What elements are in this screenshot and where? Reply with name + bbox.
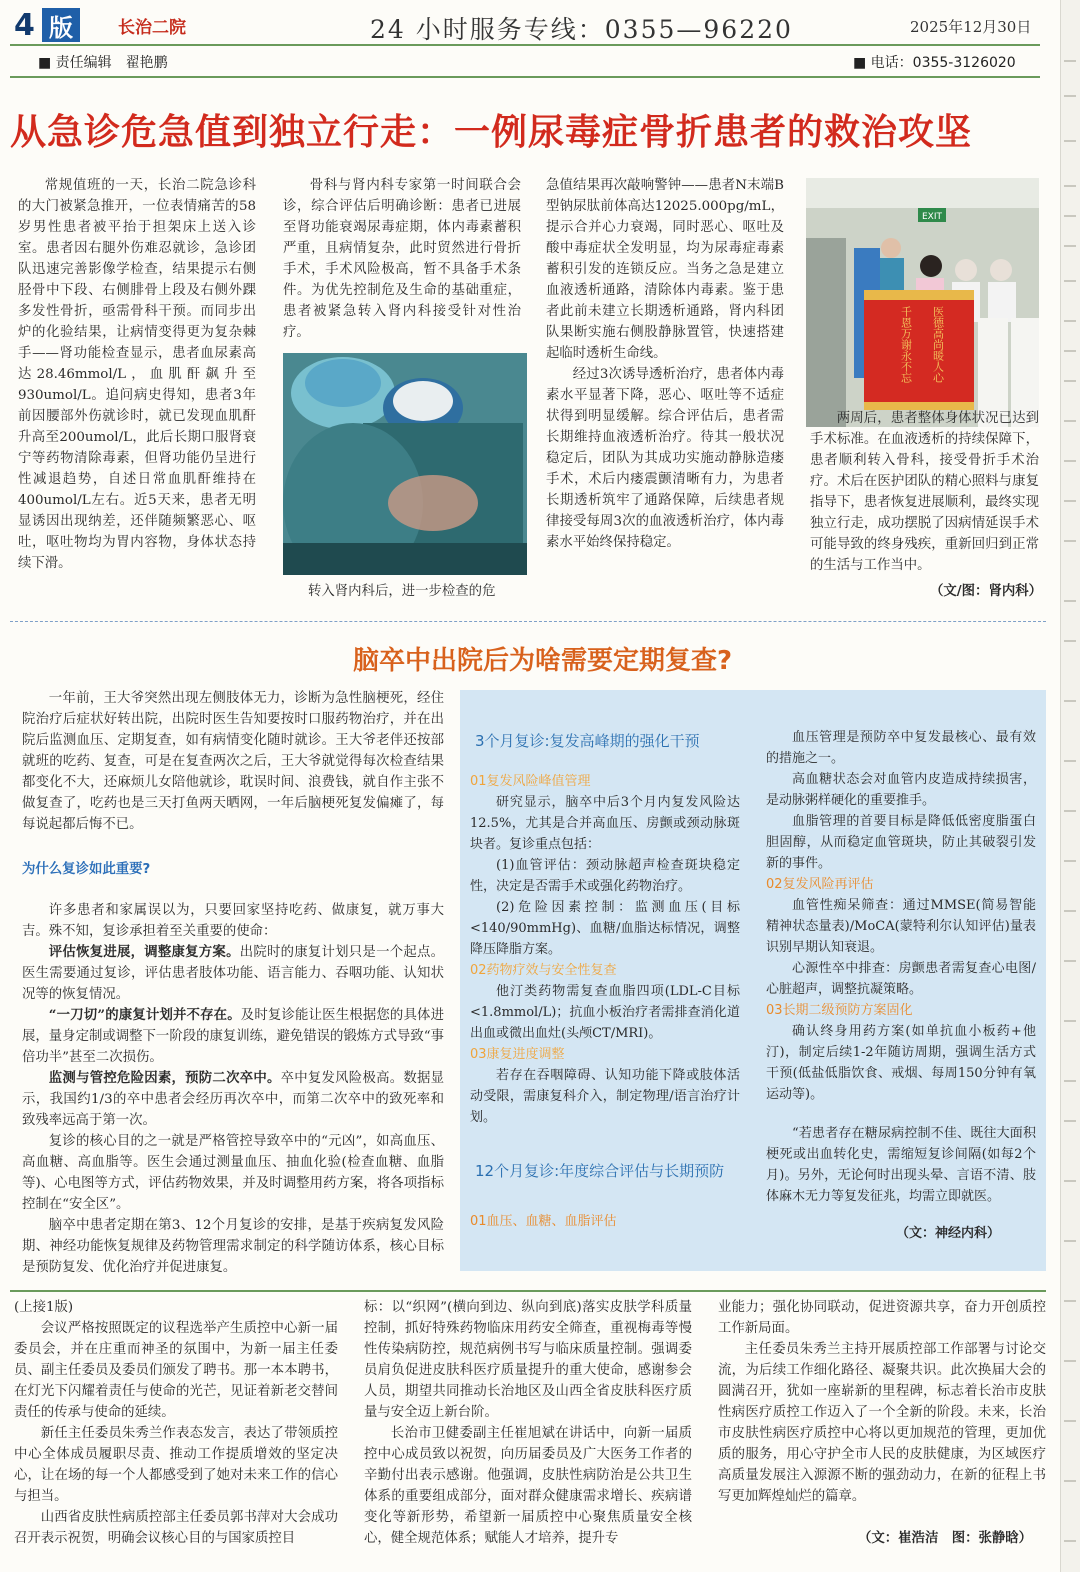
adjacent-page-mark bbox=[1064, 700, 1076, 702]
paragraph: 山西省皮肤性病质控部主任委员郭书萍对大会成功召开表示祝贺，明确会议核心目的与国家质控目 bbox=[14, 1510, 338, 1546]
box-subheading: 01复发风险峰值管理 bbox=[470, 774, 591, 789]
adjacent-page-mark bbox=[1064, 215, 1076, 217]
adjacent-page-mark bbox=[1064, 460, 1076, 462]
paragraph: 心源性卒中排查：房颤患者需复查心电图/心脏超声，调整抗凝策略。 bbox=[766, 961, 1036, 997]
surgery-photo bbox=[283, 353, 527, 575]
paragraph: 血管性痴呆筛查：通过MMSE(简易智能精神状态量表)/MoCA(蒙特利尔认知评估)量表识别早期认知衰退。 bbox=[766, 898, 1036, 955]
paragraph: 新任主任委员朱秀兰作表态发言，表达了带领质控中心全体成员履职尽责、推动工作提质增效的坚定决心，让在场的每一个人都感受到了她对未来工作的信心与担当。 bbox=[14, 1426, 338, 1504]
box-subheading: 03康复进度调整 bbox=[470, 1047, 565, 1062]
adjacent-page-mark bbox=[1064, 1120, 1076, 1122]
page-number: 4 bbox=[14, 8, 35, 43]
adjacent-page-mark bbox=[1064, 540, 1076, 542]
paragraph: 脑卒中患者定期在第3、12个月复诊的安排，是基于疾病复发风险期、神经功能恢复规律及药物管理需求制定的科学随访体系，核心目标是预防复发、优化治疗并促进康复。 bbox=[22, 1218, 444, 1275]
paragraph: 血脂管理的首要目标是降低低密度脂蛋白胆固醇，从而稳定血管斑块，防止其破裂引发新的事件。 bbox=[766, 814, 1036, 871]
surgery-illustration bbox=[283, 353, 527, 575]
paragraph: 高血糖状态会对血管内皮造成持续损害，是动脉粥样硬化的重要推手。 bbox=[766, 772, 1036, 808]
group-photo bbox=[806, 178, 1039, 427]
paragraph: 常规值班的一天，长治二院急诊科的大门被紧急推开，一位表情痛苦的58岁男性患者被平抬于担架床上送入诊室。患者因右腿外伤难忍就诊，急诊团队迅速完善影像学检查，结果提示右侧胫骨中下段、右侧腓骨上段及右侧外踝多发性骨折，亟需骨科干预。而同步出炉的化验结果，让病情变得更为复杂棘手——肾功能检查显示，患者血尿素高达28.46mmol/L，血肌酐飙升至930umol/L。追问病史得知，患者3年前因腰部外伤就诊时，就已发现血肌酐升高至200umol/L，此后长期口服肾衰宁等药物清除毒素，但肾功能仍呈进行性减退趋势，自述日常血肌酐维持在400umol/L左右。近5天来，患者无明显诱因出现纳差，还伴随频繁恶心、呕吐，呕吐物均为胃内容物，身体状态持续下滑。 bbox=[18, 178, 256, 571]
adjacent-page-mark bbox=[1064, 280, 1076, 282]
paragraph: 研究显示，脑卒中后3个月内复发风险达12.5%，尤其是合并高血压、房颤或颈动脉斑块者。复诊重点包括： bbox=[470, 795, 740, 852]
paragraph: 主任委员朱秀兰主持开展质控部工作部署与讨论交流，为后续工作细化路径、凝聚共识。此次换届大会的圆满召开，犹如一座崭新的里程碑，标志着长治市皮肤性病医疗质控工作迈入了一个全新的阶段。未来，长治市皮肤性病医疗质控中心将以更加规范的管理，更加优质的服务，用心守护全市人民的皮肤健康，为区域医疗高质量发展注入源源不断的强劲动力，在新的征程上书写更加辉煌灿烂的篇章。 bbox=[718, 1342, 1046, 1504]
adjacent-page-mark bbox=[1064, 1240, 1076, 1242]
paragraph: (2)危险因素控制：监测血压(目标<140/90mmHg)、血糖/血脂达标情况，调整降压降脂方案。 bbox=[470, 900, 740, 957]
paragraph: 急值结果再次敲响警钟——患者N末端B型钠尿肽前体高达12025.000pg/mL，提示合并心力衰竭，同时恶心、呕吐及酸中毒症状全发明显，均为尿毒症毒素蓄积引发的连锁反应。当务之急是建立血液透析通路，清除体内毒素。鉴于患者此前未建立长期透析通路，肾内科团队果断实施右侧股静脉置管，快速搭建起临时透析生命线。 bbox=[546, 178, 784, 361]
paragraph: 监测与管控危险因素，预防二次卒中。卒中复发风险极高。数据显示，我国约1/3的卒中患者会经历再次卒中，而第二次卒中的致死率和致残率远高于第一次。 bbox=[22, 1070, 445, 1128]
paragraph: 两周后，患者整体身体状况已达到手术标准。在血液透析的持续保障下，患者顺利转入骨科，接受骨折手术治疗。术后在医护团队的精心照料与康复指导下，患者恢复进展顺利，最终实现独立行走，成功摆脱了因病情延误手术可能导致的终身残疾，重新回归到正常的生活与工作当中。 bbox=[810, 411, 1039, 573]
paragraph: 一年前，王大爷突然出现左侧肢体无力，诊断为急性脑梗死，经住院治疗后症状好转出院，出院时医生告知要按时口服药物治疗，并在出院后监测血压、定期复查，如有病情变化随时就诊。王大爷老伴还按部就班的吃药、复查，可是在复查两次之后，王大爷就觉得每次检查结果都变化不大，还麻烦儿女陪他就诊，耽误时间、浪费钱，就自作主张不做复查了，吃药也是三天打鱼两天晒网，一年后脑梗死复发偏瘫了，每每说起都后悔不已。 bbox=[22, 691, 444, 832]
adjacent-page-mark bbox=[1064, 185, 1076, 187]
article1-col1 bbox=[18, 175, 256, 574]
adjacent-page-mark bbox=[1064, 500, 1076, 502]
adjacent-page-mark bbox=[1064, 380, 1076, 382]
paper-name: 长治二院 bbox=[118, 18, 186, 38]
adjacent-page-mark bbox=[1064, 1300, 1076, 1302]
paragraph: 经过3次诱导透析治疗，患者体内毒素水平显著下降，恶心、呕吐等不适症状得到明显缓解。综合评估后，患者需长期维持血液透析治疗。待其一般状况稳定后，团队为其成功实施动静脉造瘘手术，术后内瘘震颤清晰有力，为患者长期透析筑牢了通路保障，后续患者规律接受每周3次的血液透析治疗，体内毒素水平始终保持稳定。 bbox=[546, 367, 784, 550]
banner-text-left: 千恩万谢永不忘 bbox=[899, 306, 913, 383]
paragraph: (1)血管评估：颈动脉超声检查斑块稳定性，决定是否需手术或强化药物治疗。 bbox=[470, 858, 740, 894]
adjacent-page-mark bbox=[1064, 420, 1076, 422]
article3-col3 bbox=[718, 1297, 1046, 1507]
bold-lead: “一刀切”的康复计划并不存在。 bbox=[48, 1007, 241, 1023]
paragraph: 确认终身用药方案(如单抗血小板药+他汀)，制定后续1-2年随访周期，强调生活方式干预(低盐低脂饮食、戒烟、每周150分钟有氧运动等)。 bbox=[766, 1024, 1036, 1102]
header-rule bbox=[10, 44, 1040, 46]
adjacent-page-mark bbox=[1064, 350, 1076, 352]
subheader-rule bbox=[10, 76, 1040, 78]
adjacent-page-mark bbox=[1064, 640, 1076, 642]
paragraph: 血压管理是预防卒中复发最核心、最有效的措施之一。 bbox=[766, 730, 1036, 766]
adjacent-page-mark bbox=[1064, 320, 1076, 322]
adjacent-page-mark bbox=[1064, 1020, 1076, 1022]
article2-body bbox=[22, 900, 444, 1278]
box-subheading: 03长期二级预防方案固化 bbox=[766, 1003, 913, 1018]
article1-title: 从急诊危急值到独立行走：一例尿毒症骨折患者的救治攻坚 bbox=[10, 112, 973, 153]
article3-col1 bbox=[14, 1297, 338, 1549]
box-subheading: 02复发风险再评估 bbox=[766, 877, 874, 892]
paragraph: 若存在吞咽障碍、认知功能下降或肢体活动受限，需康复科介入，制定物理/语言治疗计划。 bbox=[470, 1068, 740, 1125]
article1-col3 bbox=[546, 175, 784, 553]
box-subheading: 02药物疗效与安全性复查 bbox=[470, 963, 617, 978]
paragraph: 许多患者和家属误以为，只要回家坚持吃药、做康复，就万事大吉。殊不知，复诊承担着至关重要的使命： bbox=[22, 903, 444, 939]
exit-sign: EXIT bbox=[921, 212, 943, 222]
box-heading-12month: 12个月复诊:年度综合评估与长期预防 bbox=[475, 1162, 725, 1180]
surgery-caption: 转入肾内科后，进一步检查的危 bbox=[308, 584, 496, 599]
issue-date: 2025年12月30日 bbox=[910, 18, 1032, 36]
adjacent-page-mark bbox=[1064, 1540, 1076, 1542]
adjacent-page-mark bbox=[1064, 1180, 1076, 1182]
paragraph: “一刀切”的康复计划并不存在。及时复诊能让医生根据您的具体进展，量身定制或调整下一阶段的康复训练，避免错误的锻炼方式导致“事倍功半”甚至二次损伤。 bbox=[22, 1007, 445, 1065]
paragraph: 骨科与肾内科专家第一时间联合会诊，综合评估后明确诊断：患者已进展至肾功能衰竭尿毒症期，体内毒素蓄积严重，且病情复杂，此时贸然进行骨折手术，手术风险极高，暂不具备手术条件。为优先控制危及生命的基础重症，患者被紧急转入肾内科接受针对性治疗。 bbox=[283, 178, 521, 340]
adjacent-page-mark bbox=[1064, 910, 1076, 912]
article2-title: 脑卒中出院后为啥需要定期复查? bbox=[353, 646, 733, 676]
paragraph: 标：以“织网”(横向到边、纵向到底)落实皮肤学科质量控制，抓好特殊药物临床用药安全筛查，重视梅毒等慢性传染病防控，规范病例书写与临床质量控制。强调委员肩负促进皮肤科医疗质量提升的重大使命，感谢参会人员，期望共同推动长治地区及山西全省皮肤科医疗质量与安全迈上新台阶。 bbox=[364, 1300, 692, 1420]
bold-lead: 监测与管控危险因素，预防二次卒中。 bbox=[48, 1070, 281, 1086]
article3-byline: （文：崔浩洁 图：张静晗） bbox=[858, 1531, 1033, 1546]
continuation-label: (上接1版) bbox=[14, 1300, 74, 1315]
paragraph: 会议严格按照既定的议程选举产生质控中心新一届委员会，并在庄重而神圣的氛围中，为新一届主任委员、副主任委员及委员们颁发了聘书。那一本本聘书，在灯光下闪耀着责任与使命的光芒，见证着新老交替间责任的传承与使命的延续。 bbox=[14, 1321, 338, 1420]
article2-byline: （文：神经内科） bbox=[896, 1226, 1001, 1241]
group-illustration bbox=[806, 178, 1039, 427]
box-heading-3month: 3个月复诊:复发高峰期的强化干预 bbox=[475, 732, 700, 750]
adjacent-page-mark bbox=[1064, 60, 1076, 62]
adjacent-page-mark bbox=[1064, 95, 1076, 97]
article2-intro bbox=[22, 688, 444, 835]
adjacent-page-mark bbox=[1064, 600, 1076, 602]
article3-col2 bbox=[364, 1297, 692, 1549]
paragraph: “若患者存在糖尿病控制不佳、既往大面积梗死或出血转化史，需缩短复诊间隔(如每2个月)。另外，无论何时出现头晕、言语不清、肢体麻木无力等复发征兆，均需立即就医。 bbox=[766, 1126, 1036, 1204]
adjacent-page-mark bbox=[1064, 1480, 1076, 1482]
paragraph: 评估恢复进展，调整康复方案。出院时的康复计划只是一个起点。医生需要通过复诊，评估患者肢体功能、语言能力、吞咽功能、认知状况等的恢复情况。 bbox=[22, 944, 444, 1002]
service-hotline: 24 小时服务专线：0355—96220 bbox=[370, 15, 793, 44]
adjacent-page-mark bbox=[1064, 860, 1076, 862]
paragraph: 他汀类药物需复查血脂四项(LDL-C目标<1.8mmol/L)；抗血小板治疗者需排查消化道出血或微出血灶(头颅CT/MRI)。 bbox=[470, 984, 740, 1041]
bold-lead: 评估恢复进展，调整康复方案。 bbox=[48, 944, 240, 960]
paragraph: 业能力；强化协同联动，促进资源共享，奋力开创质控工作新局面。 bbox=[718, 1300, 1046, 1336]
box-subheading: 01血压、血糖、血脂评估 bbox=[470, 1214, 617, 1229]
phone-line: ■ 电话：0355-3126020 bbox=[853, 55, 1016, 71]
adjacent-page-mark bbox=[1064, 760, 1076, 762]
section-rule bbox=[10, 1290, 1046, 1292]
adjacent-page-mark bbox=[1064, 1420, 1076, 1422]
editor-line: ■ 责任编辑 翟艳鹏 bbox=[38, 55, 168, 71]
adjacent-page-mark bbox=[1064, 245, 1076, 247]
article1-col4 bbox=[810, 408, 1039, 576]
why-heading: 为什么复诊如此重要? bbox=[22, 862, 151, 877]
article1-byline: （文/图：肾内科） bbox=[930, 584, 1043, 599]
article1-col2 bbox=[283, 175, 521, 343]
adjacent-page-mark bbox=[1064, 140, 1076, 142]
box-right-col bbox=[766, 727, 1036, 1207]
paragraph: 复诊的核心目的之一就是严格管控导致卒中的“元凶”，如高血压、高血糖、高血脂等。医生会通过测量血压、抽血化验(检查血糖、血脂等)、心电图等方式，评估药物效果，并及时调整用药方案，将各项指标控制在“安全区”。 bbox=[22, 1134, 444, 1212]
adjacent-page-mark bbox=[1064, 1080, 1076, 1082]
paragraph: 长治市卫健委副主任崔旭斌在讲话中，向新一届质控中心成员致以祝贺，向历届委员及广大医务工作者的辛勤付出表示感谢。他强调，皮肤性病防治是公共卫生体系的重要组成部分，面对群众健康需求增长、疾病谱变化等新形势，希望新一届质控中心聚焦质量安全核心，健全规范体系；赋能人才培养，提升专 bbox=[364, 1426, 692, 1546]
adjacent-page-mark bbox=[1064, 810, 1076, 812]
section-divider bbox=[10, 621, 1046, 622]
banner-text-right: 医德高尚暖人心 bbox=[931, 306, 945, 383]
box-left-col bbox=[470, 775, 740, 1128]
page-suffix-badge: 版 bbox=[42, 8, 80, 42]
adjacent-page-mark bbox=[1064, 960, 1076, 962]
adjacent-page-mark bbox=[1064, 1360, 1076, 1362]
adjacent-page-strip bbox=[1060, 0, 1080, 1572]
